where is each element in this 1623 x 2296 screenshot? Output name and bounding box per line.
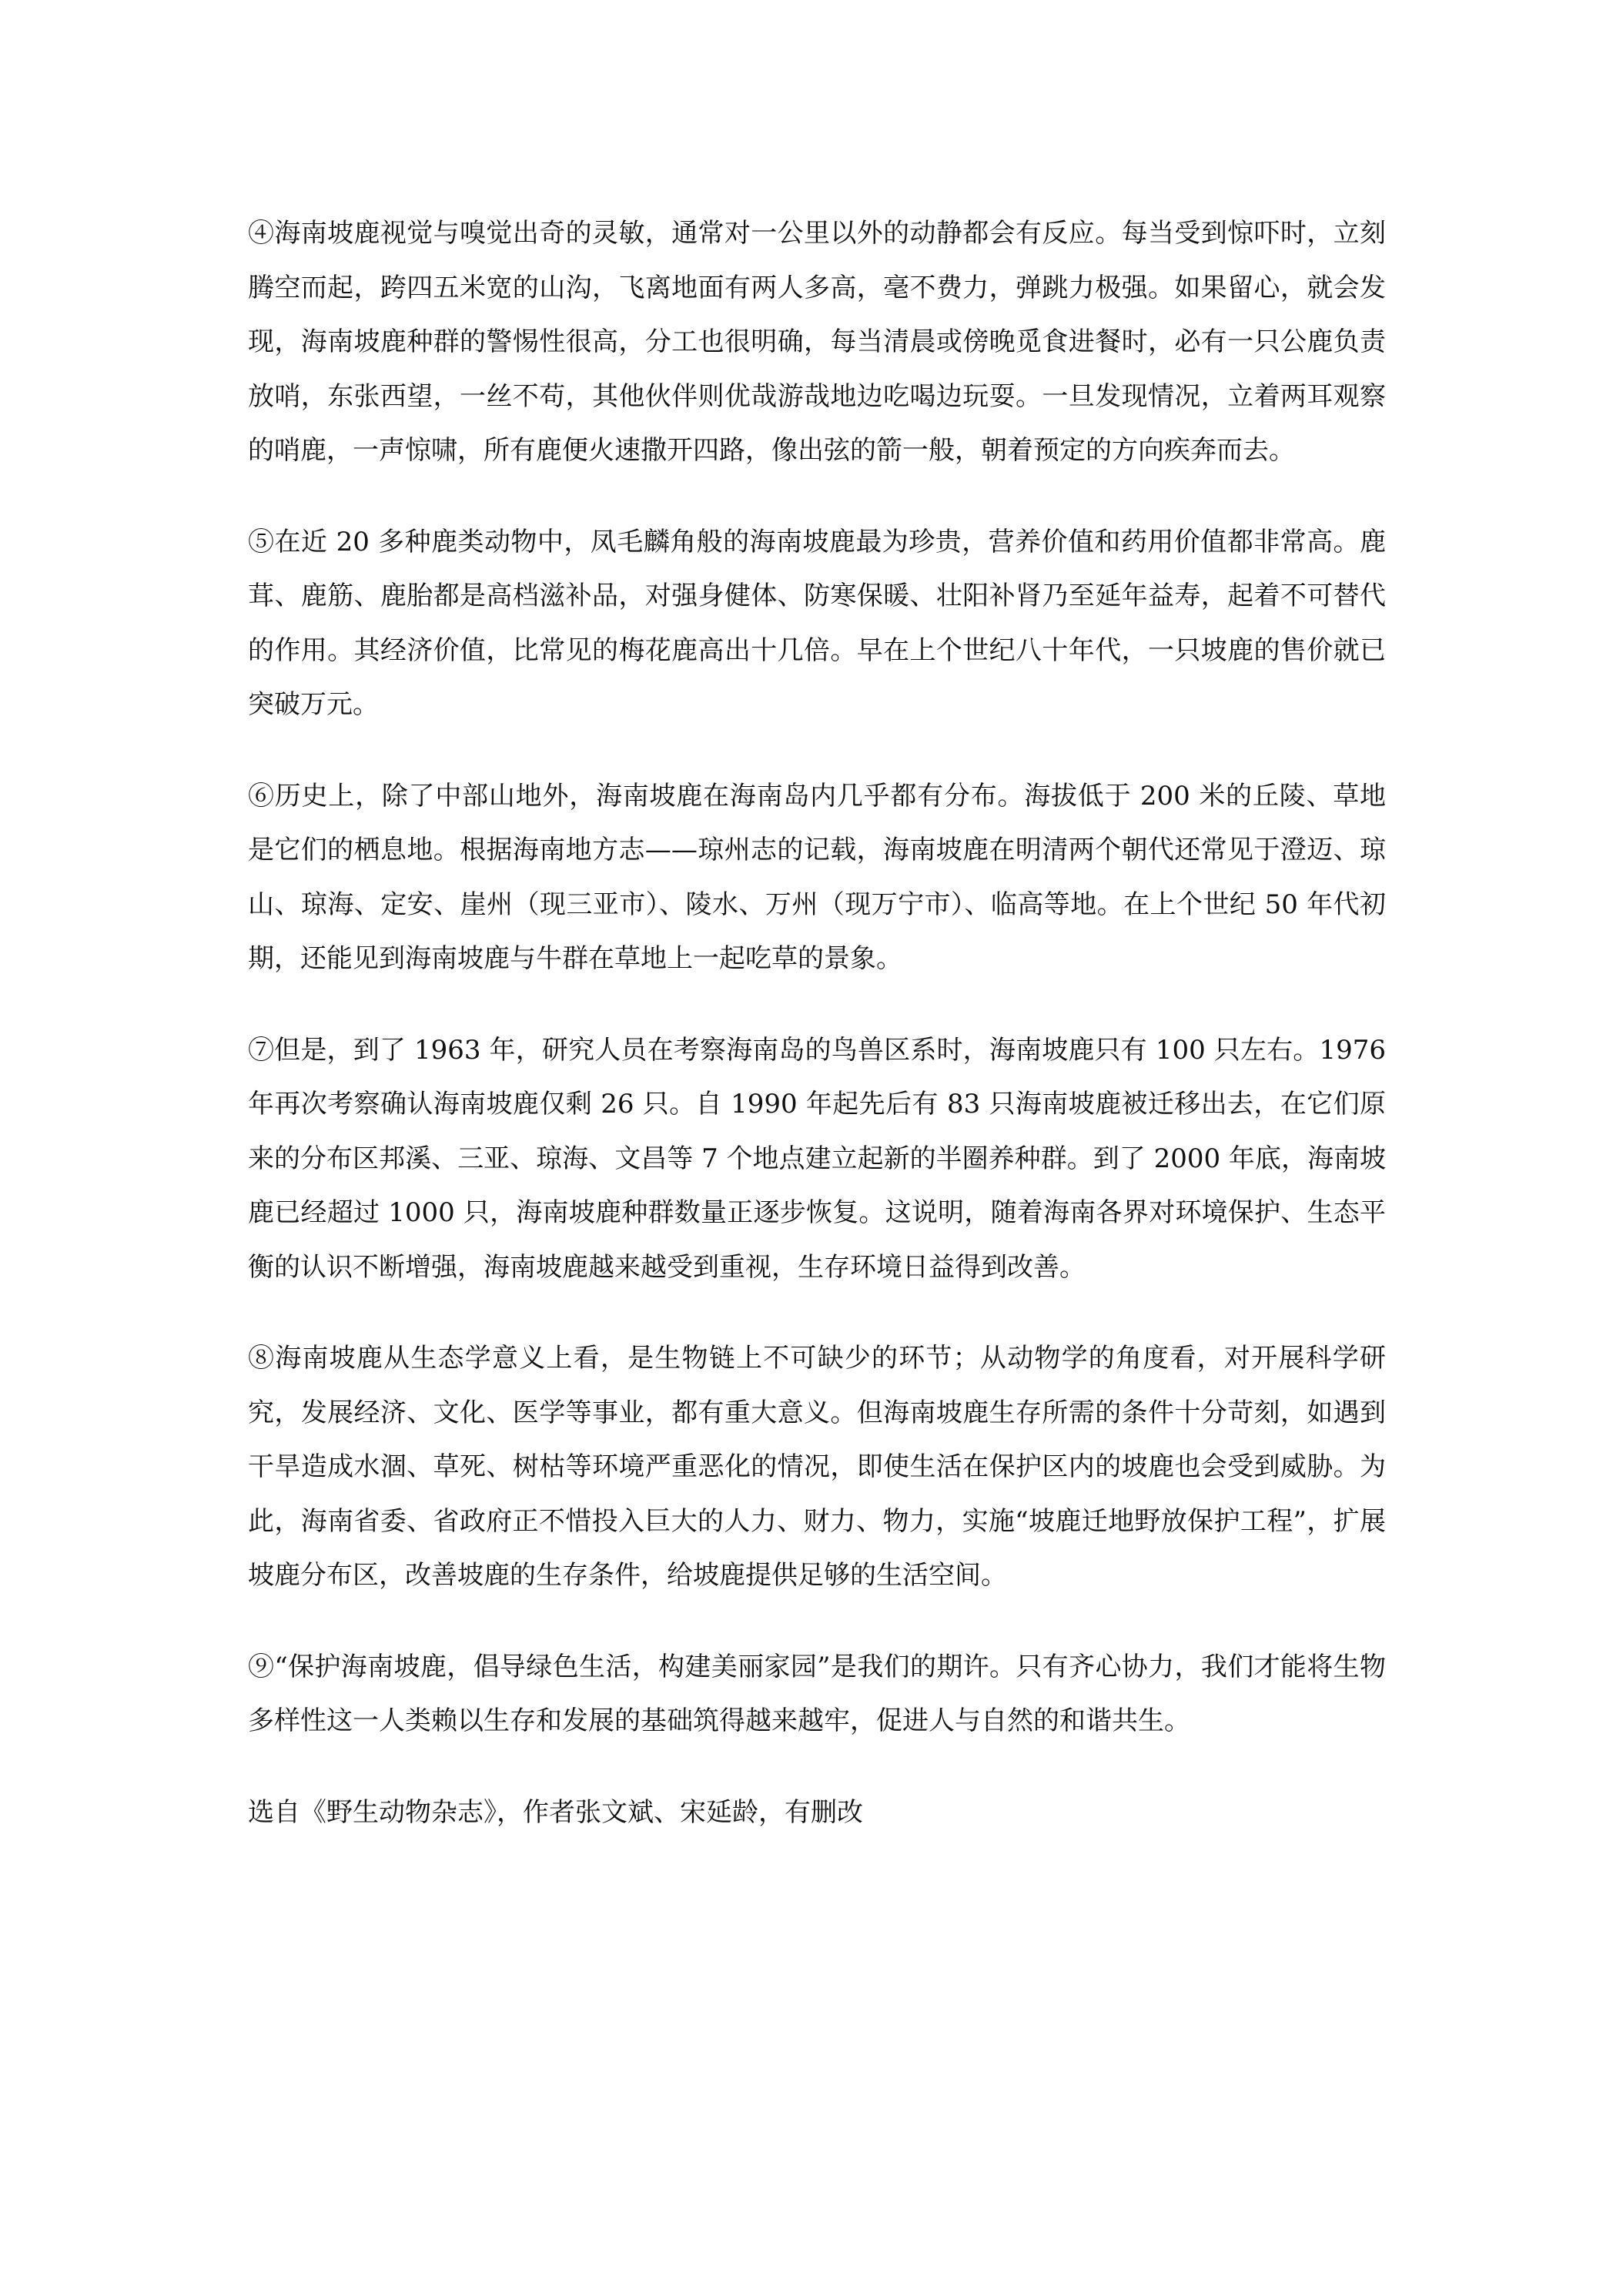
paragraph-7: ⑦但是，到了 1963 年，研究人员在考察海南岛的鸟兽区系时，海南坡鹿只有 100 只左右。1976 年再次考察确认海南坡鹿仅剩 26 只。自 1990 年起先后有 83 只海南坡鹿被迁移出去，在它们原来的分布区邦溪、三亚、琼海、文昌等 7 个地点建立起新的半圈养种群。到了 2000 年底，海南坡鹿已经超过 1000 只，海南坡鹿种群数量正逐步恢复。这说明，随着海南各界对环境保护、生态平衡的认识不断增强，海南坡鹿越来越受到重视，生存环境日益得到改善。 — [248, 1034, 1386, 1283]
paragraph-5: ⑤在近 20 多种鹿类动物中，凤毛麟角般的海南坡鹿最为珍贵，营养价值和药用价值都非常高。鹿茸、鹿筋、鹿胎都是高档滋补品，对强身健体、防寒保暖、壮阳补肾乃至延年益寿，起着不可替代的作用。其经济价值，比常见的梅花鹿高出十几倍。早在上个世纪八十年代，一只坡鹿的售价就已突破万元。 — [248, 526, 1386, 720]
paragraph-8: ⑧海南坡鹿从生态学意义上看，是生物链上不可缺少的环节；从动物学的角度看，对开展科学研究，发展经济、文化、医学等事业，都有重大意义。但海南坡鹿生存所需的条件十分苛刻，如遇到干旱造成水涸、草死、树枯等环境严重恶化的情况，即使生活在保护区内的坡鹿也会受到威胁。为此，海南省委、省政府正不惜投入巨大的人力、财力、物力，实施“坡鹿迁地野放保护工程”，扩展坡鹿分布区，改善坡鹿的生存条件，给坡鹿提供足够的生活空间。 — [248, 1343, 1386, 1591]
source-citation: 选自《野生动物杂志》，作者张文斌、宋延龄，有删改 — [248, 1796, 863, 1828]
paragraph-4: ④海南坡鹿视觉与嗅觉出奇的灵敏，通常对一公里以外的动静都会有反应。每当受到惊吓时，立刻腾空而起，跨四五米宽的山沟，飞离地面有两人多高，毫不费力，弹跳力极强。如果留心，就会发现，海南坡鹿种群的警惕性很高，分工也很明确，每当清晨或傍晚觅食进餐时，必有一只公鹿负责放哨，东张西望，一丝不苟，其他伙伴则优哉游哉地边吃喝边玩耍。一旦发现情况，立着两耳观察的哨鹿，一声惊啸，所有鹿便火速撒开四路，像出弦的箭一般，朝着预定的方向疾奔而去。 — [248, 218, 1386, 466]
paragraph-6: ⑥历史上，除了中部山地外，海南坡鹿在海南岛内几乎都有分布。海拔低于 200 米的丘陵、草地是它们的栖息地。根据海南地方志——琼州志的记载，海南坡鹿在明清两个朝代还常见于澄迈、琼山、琼海、定安、崖州（现三亚市）、陵水、万州（现万宁市）、临高等地。在上个世纪 50 年代初期，还能见到海南坡鹿与牛群在草地上一起吃草的景象。 — [248, 780, 1386, 974]
document-page — [248, 206, 1386, 1839]
paragraph-9: ⑨“保护海南坡鹿，倡导绿色生活，构建美丽家园”是我们的期许。只有齐心协力，我们才能将生物多样性这一人类赖以生存和发展的基础筑得越来越牢，促进人与自然的和谐共生。 — [248, 1651, 1386, 1736]
